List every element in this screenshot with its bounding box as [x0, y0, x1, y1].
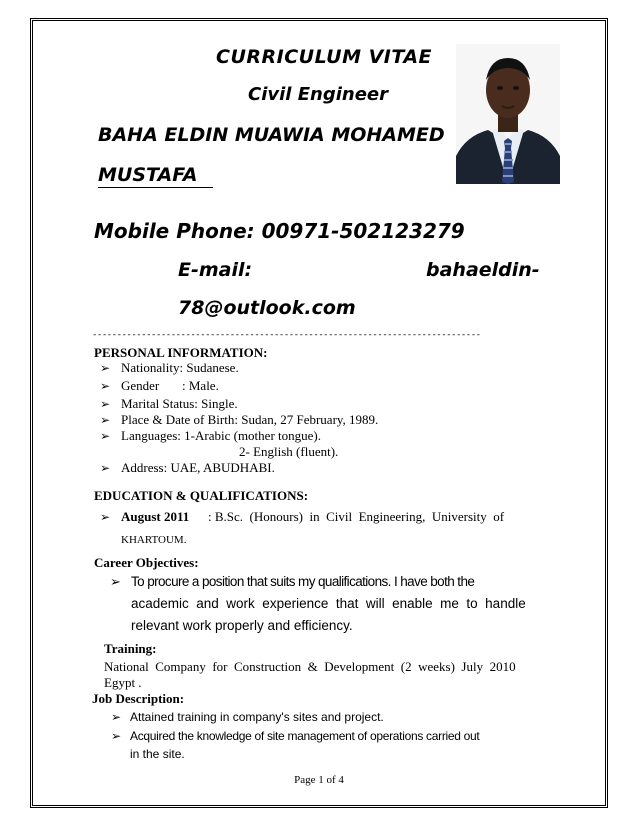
personal-item-address: Address: UAE, ABUDHABI.: [121, 460, 275, 475]
training-line-2: Egypt .: [104, 675, 142, 690]
arrow-bullet-icon: ➢: [111, 729, 122, 743]
arrow-bullet-icon: ➢: [100, 429, 111, 443]
cv-subtitle: Civil Engineer: [248, 84, 388, 105]
email-label: E-mail:: [178, 259, 253, 281]
personal-info-heading: PERSONAL INFORMATION:: [94, 345, 268, 360]
personal-item-marital: Marital Status: Single.: [121, 396, 238, 411]
page-number: Page 1 of 4: [294, 774, 344, 786]
career-line-1: To procure a position that suits my qualifications. I have both the: [131, 574, 475, 589]
mobile-phone: Mobile Phone: 00971-502123279: [94, 219, 465, 243]
job-heading: Job Description:: [92, 691, 185, 706]
arrow-bullet-icon: ➢: [100, 397, 111, 411]
arrow-bullet-icon: ➢: [100, 361, 111, 375]
profile-photo-svg: [456, 44, 560, 184]
name-line-2: MUSTAFA: [98, 164, 198, 186]
name-underline: [98, 187, 213, 188]
education-date: August 2011: [121, 509, 190, 524]
career-heading: Career Objectives:: [94, 555, 199, 570]
arrow-bullet-icon: ➢: [111, 710, 122, 724]
career-line-2: academic and work experience that will enable me to handle: [131, 596, 526, 611]
training-line-1: National Company for Construction & Development (2 weeks) July 2010: [104, 659, 516, 674]
email-value-part2: 78@outlook.com: [178, 297, 356, 319]
education-heading: EDUCATION & QUALIFICATIONS:: [94, 488, 309, 503]
training-heading: Training:: [104, 641, 157, 656]
email-value-part1: bahaeldin-: [426, 259, 540, 281]
job-item-2-line-2: in the site.: [130, 747, 185, 761]
personal-item-language-2: 2- English (fluent).: [239, 444, 339, 459]
education-detail: : B.Sc. (Honours) in Civil Engineering, University of: [208, 509, 505, 524]
arrow-bullet-icon: ➢: [100, 413, 111, 427]
arrow-bullet-icon: ➢: [100, 510, 111, 524]
arrow-bullet-icon: ➢: [100, 379, 111, 393]
personal-item-languages: Languages: 1-Arabic (mother tongue).: [121, 428, 321, 443]
job-item-2-line-1: Acquired the knowledge of site management of operations carried out: [130, 729, 480, 743]
arrow-bullet-icon: ➢: [100, 461, 111, 475]
personal-item-nationality: Nationality: Sudanese.: [121, 360, 239, 375]
name-line-1: BAHA ELDIN MUAWIA MOHAMED: [98, 124, 445, 146]
job-item-1: Attained training in company's sites and project.: [130, 710, 384, 724]
cv-title: CURRICULUM VITAE: [216, 46, 433, 68]
career-line-3: relevant work properly and efficiency.: [131, 618, 353, 633]
personal-item-gender: Gender : Male.: [121, 378, 219, 393]
section-divider: -------------------------------------------------------------------------------: [92, 330, 481, 340]
profile-photo: [456, 44, 560, 184]
arrow-bullet-icon: ➢: [110, 575, 121, 590]
education-detail-line2: KHARTOUM.: [121, 534, 187, 546]
personal-item-birth: Place & Date of Birth: Sudan, 27 February, 1989.: [121, 412, 379, 427]
